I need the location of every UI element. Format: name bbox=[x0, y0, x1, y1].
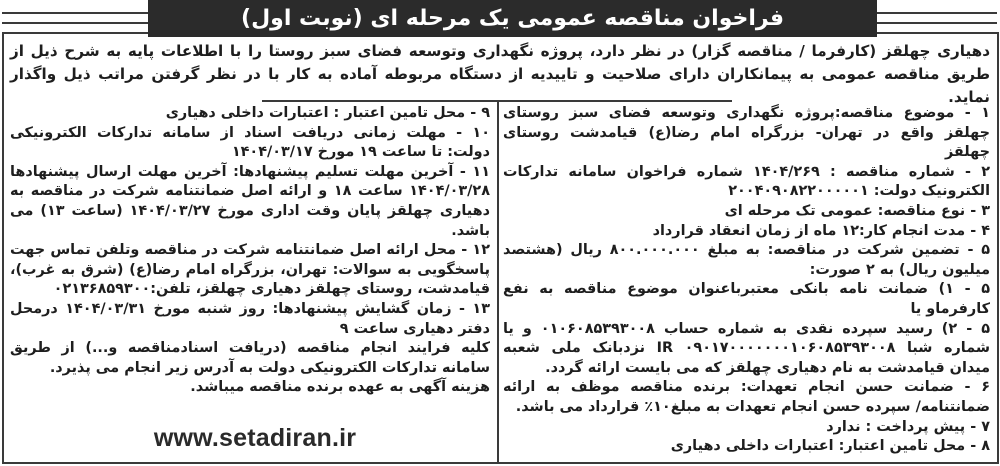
process-note: کلیه فرایند انجام مناقصه (دریافت اسنادمناقصه و...) از طریق سامانه تدارکات الکترونیکی دولت به آدرس زیر انجام می پذیرد. bbox=[10, 340, 490, 376]
title-rule-left-top bbox=[2, 12, 148, 14]
ad-cost-note: هزینه آگهی به عهده برنده مناقصه میباشد. bbox=[190, 379, 490, 396]
item-10-document-deadline: ۱۰ - مهلت زمانی دریافت اسناد از سامانه تدارکات الکترونیکی دولت: تا ساعت ۱۹ مورخ ۱۴۰۴/۰۳/۱۷ bbox=[10, 124, 490, 161]
item-8-funding-source: ۸ - محل تامین اعتبار: اعتبارات داخلی دهیاری bbox=[670, 438, 990, 455]
item-2-tender-number: ۲ - شماره مناقصه : ۱۴۰۴/۲۶۹ شماره فراخوان سامانه تدارکات الکترونیک دولت: ۲۰۰۴۰۹۰۸۲۲۰۰۰۰۰۱ bbox=[503, 163, 991, 200]
item-13-opening-time: ۱۳ - زمان گشایش پیشنهادها: روز شنبه مورخ ۱۴۰۴/۰۳/۳۱ درمحل دفتر دهیاری ساعت ۹ bbox=[10, 300, 490, 337]
item-5-1-bank-guarantee: ۵ - ۱) ضمانت نامه بانکی معتبرباعنوان موضوع مناقصه به نفع کارفرماو یا bbox=[503, 281, 990, 317]
item-12-delivery-address-phone: ۱۲ - محل ارائه اصل ضمانتنامه شرکت در مناقصه وتلفن تماس جهت پاسخگویی به سوالات: تهران، بزرگراه امام رضا(ع) (شرق به غرب)، قیامدشت، روستای چهلقز دهیاری چهلقز، تلفن:۰۲۱۳۶۸۵۹۳۰۰ bbox=[10, 242, 490, 298]
right-column bbox=[503, 104, 990, 457]
item-5-2-cash-deposit: ۵ - ۲) رسید سپرده نقدی به شماره حساب ۰۱۰۶۰۸۵۳۹۳۰۰۸ و یا شماره شبا IR ۰۹۰۱۷۰۰۰۰۰۰۰۱۰۶۰۸۵۳۹۳۰۰۸ نزدبانک ملی شعبه میدان قیامدشت به نام دهیاری چهلقز که می بایست ارائه گردد. bbox=[503, 320, 990, 376]
item-4-duration: ۴ - مدت انجام کار:۱۲ ماه از زمان انعقاد قرارداد bbox=[652, 222, 990, 239]
title-rule-right-bottom bbox=[877, 22, 997, 24]
intro-paragraph: دهیاری چهلقز (کارفرما / مناقصه گزار) در نظر دارد، پروژه نگهداری وتوسعه فضای سبز روستا را با اطلاعات پایه به شرح ذیل از طریق مناقصه عمومی به پیمانکاران دارای صلاحیت و تاییدیه از دستگاه مربوطه آماده به کار با در نظر گرفتن مراتب ذیل واگذار نماید. bbox=[10, 42, 990, 106]
item-7-prepayment: ۷ - پیش پرداخت : ندارد bbox=[826, 418, 990, 435]
notice-title: فراخوان مناقصه عمومی یک مرحله ای (نوبت اول) bbox=[241, 6, 784, 31]
notice-title-bar bbox=[148, 0, 877, 37]
item-1-subject: ۱ - موضوع مناقصه:پروژه نگهداری وتوسعه فضای سبز روستای چهلقز واقع در تهران- بزرگراه امام رضا(ع) قیامدشت روستای چهلقز bbox=[503, 105, 990, 161]
left-column bbox=[10, 104, 490, 398]
title-rule-right-top bbox=[877, 12, 997, 14]
item-6-performance-bond: ۶ - ضمانت حسن انجام تعهدات: برنده مناقصه موظف به ارائه ضمانتنامه/ سپرده حسن انجام تعهدات به مبلغ۱۰٪ قرارداد می باشد. bbox=[503, 379, 990, 415]
item-3-tender-type: ۳ - نوع مناقصه: عمومی تک مرحله ای bbox=[724, 202, 990, 219]
item-5-guarantee: ۵ - تضمین شرکت در مناقصه: به مبلغ ۸۰۰.۰۰۰.۰۰۰ ریال (هشتصد میلیون ریال) به ۲ صورت: bbox=[503, 242, 990, 278]
website-link[interactable]: www.setadiran.ir bbox=[153, 424, 357, 452]
column-divider bbox=[497, 102, 499, 462]
item-9-funding-source: ۹ - محل تامین اعتبار : اعتبارات داخلی دهیاری bbox=[165, 105, 490, 121]
title-rule-left-bottom bbox=[2, 22, 148, 24]
item-11-submission-deadline: ۱۱ - آخرین مهلت تسلیم پیشنهادها: آخرین مهلت ارسال پیشنهادها ۱۴۰۴/۰۳/۲۸ ساعت ۱۸ و ارائه اصل ضمانتنامه شرکت در مناقصه به دهیاری چهلقز پایان وقت اداری مورخ ۱۴۰۴/۰۳/۲۷ (ساعت ۱۳) می باشد. bbox=[10, 163, 491, 239]
